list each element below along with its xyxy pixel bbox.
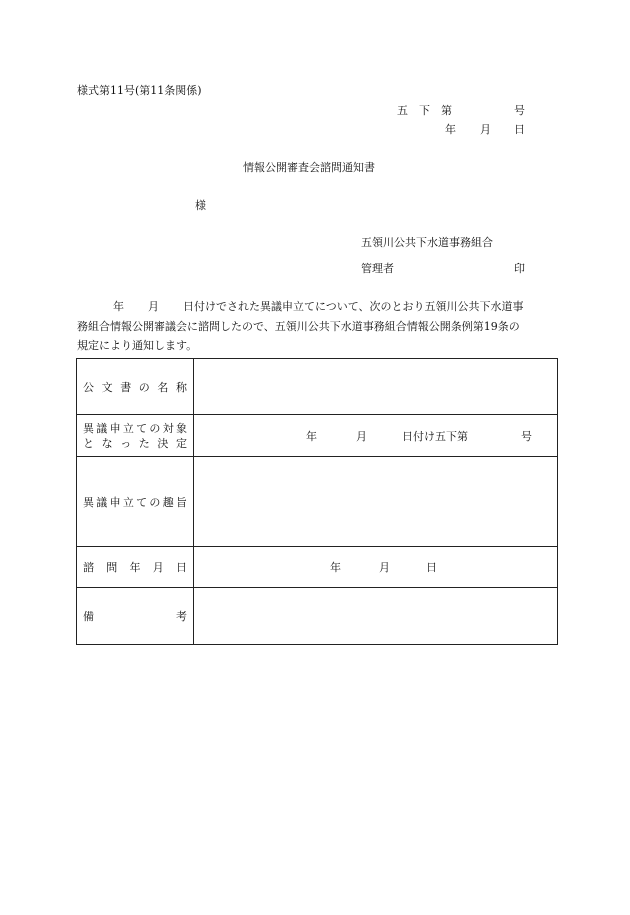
table-row-consultation-date bbox=[77, 547, 558, 588]
body-month: 月 bbox=[148, 300, 159, 313]
table-row-objection-purpose bbox=[77, 457, 558, 547]
label-objection-purpose: 異 議 申 立 て の 趣 旨 bbox=[77, 457, 194, 547]
notice-table bbox=[76, 358, 558, 645]
value-document-name[interactable] bbox=[194, 359, 558, 415]
sender-org: 五領川公共下水道事務組合 bbox=[361, 236, 493, 249]
consult-year: 年 bbox=[330, 561, 341, 574]
consult-day: 日 bbox=[426, 561, 437, 574]
doc-number-suffix: 号 bbox=[514, 104, 525, 117]
body-line-2: 務組合情報公開審議会に諮問したので、五領川公共下水道事務組合情報公開条例第19条の bbox=[77, 319, 520, 333]
label-objection-target: 異 議 申 立 て の 対 象 と な っ た 決 定 bbox=[77, 415, 194, 457]
target-year: 年 bbox=[306, 429, 317, 443]
date-day: 日 bbox=[514, 123, 525, 136]
target-month: 月 bbox=[356, 429, 367, 443]
body-year: 年 bbox=[113, 300, 124, 313]
table-row-remarks bbox=[77, 588, 558, 645]
body-paragraph bbox=[77, 297, 557, 356]
target-decision-number: 日付け五下第 bbox=[402, 429, 468, 443]
doc-number-prefix: 五 下 第 bbox=[397, 104, 452, 117]
table-row-objection-target bbox=[77, 415, 558, 457]
date-year: 年 bbox=[445, 123, 456, 136]
consult-month: 月 bbox=[379, 561, 390, 574]
document-title: 情報公開審査会諮問通知書 bbox=[243, 161, 375, 174]
sender-role: 管理者 bbox=[361, 262, 394, 275]
label-document-name: 公 文 書 の 名 称 bbox=[77, 359, 194, 415]
form-number: 様式第11号(第11条関係) bbox=[77, 84, 202, 97]
table-row-document-name bbox=[77, 359, 558, 415]
body-line-3: 規定により通知します。 bbox=[77, 339, 198, 352]
label-consultation-date: 諮 問 年 月 日 bbox=[77, 547, 194, 588]
target-number-suffix: 号 bbox=[521, 429, 532, 443]
value-consultation-date[interactable] bbox=[194, 547, 558, 588]
date-month: 月 bbox=[480, 123, 491, 136]
recipient-suffix: 様 bbox=[195, 199, 206, 212]
body-line-1-text: 日付けでされた異議申立てについて、次のとおり五領川公共下水道事 bbox=[183, 300, 524, 313]
seal-mark: 印 bbox=[514, 262, 525, 275]
label-remarks: 備 考 bbox=[77, 588, 194, 645]
value-objection-purpose[interactable] bbox=[194, 457, 558, 547]
value-remarks[interactable] bbox=[194, 588, 558, 645]
value-objection-target[interactable] bbox=[194, 415, 558, 457]
body-line-1 bbox=[77, 297, 557, 317]
